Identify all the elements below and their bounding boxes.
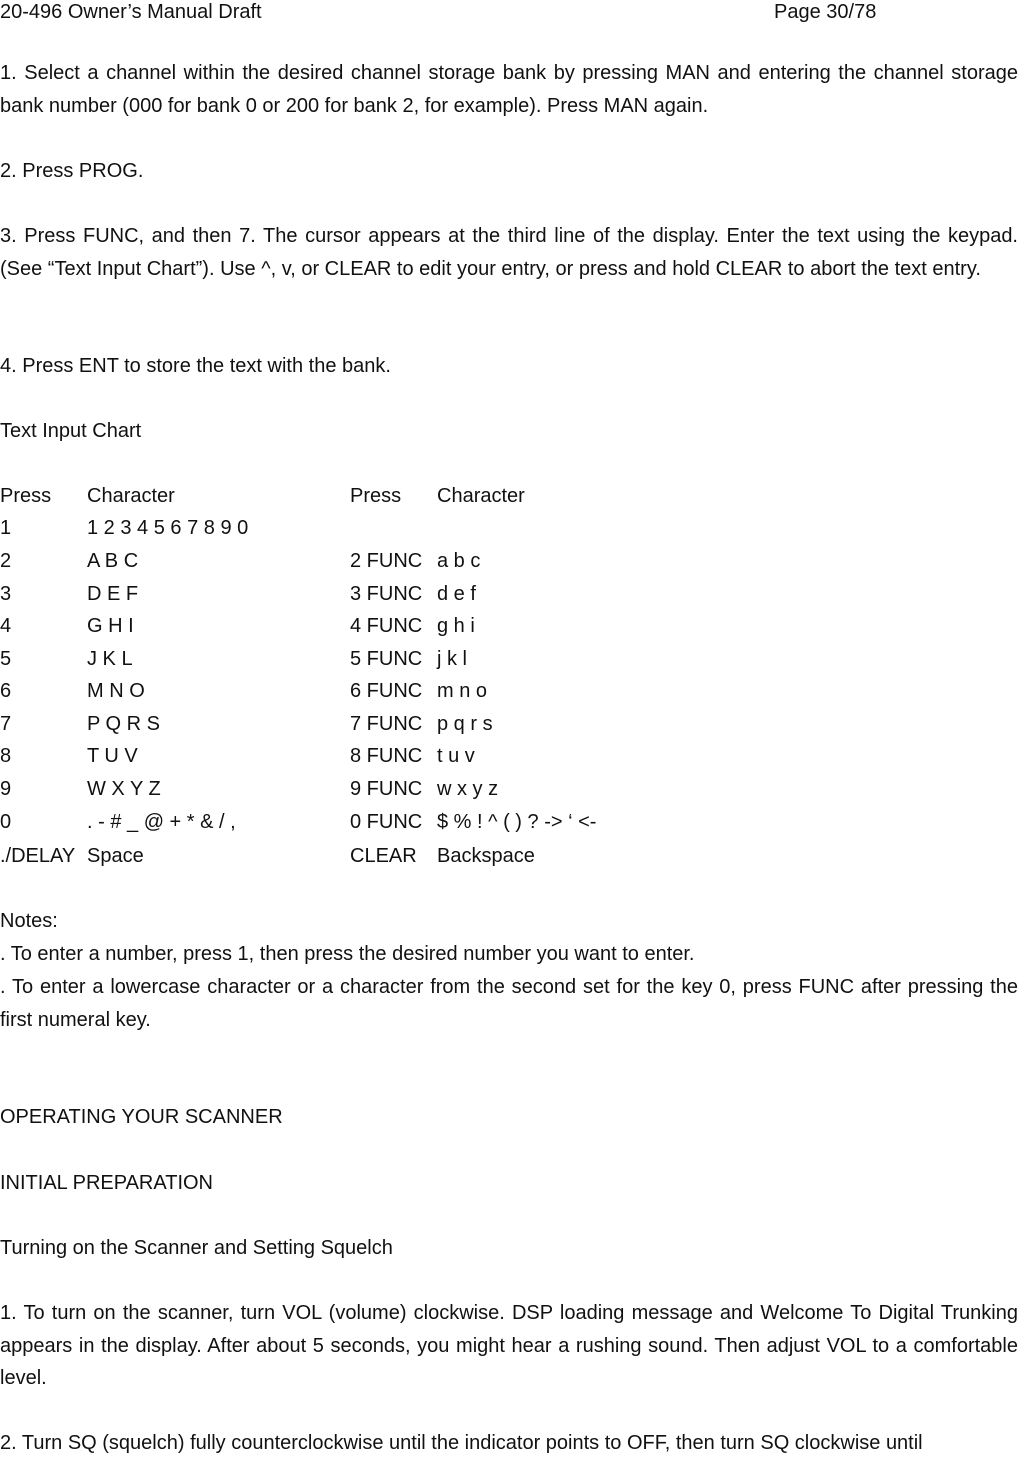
press-cell: 7 (0, 713, 12, 735)
section-topic: Turning on the Scanner and Setting Squelch (0, 1237, 393, 1259)
table-row (0, 610, 700, 643)
press-cell: 0 (0, 811, 12, 833)
press-func-cell: CLEAR (350, 845, 417, 867)
character-cell: . - # _ @ + * & / , (87, 811, 236, 833)
page-header (0, 0, 1018, 26)
table-row (0, 708, 700, 741)
press-cell: ./DELAY (0, 845, 76, 867)
character-func-cell: j k l (437, 648, 467, 670)
press-func-cell: 2 FUNC (350, 550, 423, 572)
character-cell: J K L (87, 648, 133, 670)
press-cell: 4 (0, 615, 12, 637)
character-func-cell: m n o (437, 680, 488, 702)
character-cell: G H I (87, 615, 134, 637)
character-func-cell: $ % ! ^ ( ) ? -> ‘ <- (437, 811, 597, 833)
page-number: Page 30/78 (774, 1, 877, 23)
note-item: . To enter a number, press 1, then press the desired number you want to enter. (0, 943, 695, 965)
character-func-cell: p q r s (437, 713, 493, 735)
table-row (0, 512, 700, 545)
col-press-header: Press (0, 485, 52, 507)
character-cell: Space (87, 845, 144, 867)
col-character-func-header: Character (437, 485, 525, 507)
step-squelch: 2. Turn SQ (squelch) fully counterclockwise until the indicator points to OFF, then turn SQ clockwise until (0, 1432, 923, 1454)
step-select-bank: 1. Select a channel within the desired channel storage bank by pressing MAN and entering the channel storage bank number (000 for bank 0 or 200 for bank 2, for example). Press MAN again. (0, 62, 1018, 117)
step-press-prog: 2. Press PROG. (0, 160, 144, 182)
chart-title: Text Input Chart (0, 420, 142, 442)
table-row (0, 545, 700, 578)
step-store-text: 4. Press ENT to store the text with the bank. (0, 355, 391, 377)
character-func-cell: Backspace (437, 845, 535, 867)
press-func-cell: 0 FUNC (350, 811, 423, 833)
press-cell: 1 (0, 517, 12, 539)
press-func-cell: 7 FUNC (350, 713, 423, 735)
step-enter-text: 3. Press FUNC, and then 7. The cursor appears at the third line of the display. Enter the text using the keypad. (See “Text Input Chart”). Use ^, v, or CLEAR to edit your entry, or press and hold CLEAR to abort the text entry. (0, 225, 1018, 280)
press-cell: 8 (0, 745, 12, 767)
character-func-cell: a b c (437, 550, 481, 572)
character-cell: P Q R S (87, 713, 160, 735)
table-row (0, 773, 700, 806)
press-func-cell: 9 FUNC (350, 778, 423, 800)
character-cell: A B C (87, 550, 139, 572)
character-func-cell: g h i (437, 615, 475, 637)
press-func-cell: 3 FUNC (350, 583, 423, 605)
character-cell: T U V (87, 745, 138, 767)
character-func-cell: d e f (437, 583, 476, 605)
chart-header-row (0, 480, 700, 513)
table-row (0, 740, 700, 773)
step-turn-on: 1. To turn on the scanner, turn VOL (volume) clockwise. DSP loading message and Welcome To Digital Trunking appears in the display. After about 5 seconds, you might hear a rushing sound. Then adjust VOL to a comfortable level. (0, 1302, 1018, 1389)
press-cell: 9 (0, 778, 12, 800)
table-row (0, 675, 700, 708)
section-heading: OPERATING YOUR SCANNER (0, 1106, 283, 1128)
character-cell: M N O (87, 680, 145, 702)
table-row (0, 806, 700, 839)
press-func-cell: 5 FUNC (350, 648, 423, 670)
press-cell: 5 (0, 648, 12, 670)
character-func-cell: t u v (437, 745, 475, 767)
press-func-cell: 8 FUNC (350, 745, 423, 767)
col-press-func-header: Press (350, 485, 402, 507)
character-cell: D E F (87, 583, 139, 605)
character-cell: 1 2 3 4 5 6 7 8 9 0 (87, 517, 249, 539)
section-subheading: INITIAL PREPARATION (0, 1172, 213, 1194)
table-row (0, 840, 700, 873)
character-cell: W X Y Z (87, 778, 161, 800)
character-func-cell: w x y z (437, 778, 499, 800)
col-character-header: Character (87, 485, 175, 507)
notes-heading: Notes: (0, 910, 58, 932)
press-cell: 6 (0, 680, 12, 702)
press-func-cell: 6 FUNC (350, 680, 423, 702)
press-cell: 2 (0, 550, 12, 572)
document-title: 20-496 Owner’s Manual Draft (0, 1, 262, 23)
note-item: . To enter a lowercase character or a character from the second set for the key 0, press FUNC after pressing the first numeral key. (0, 976, 1018, 1031)
press-func-cell: 4 FUNC (350, 615, 423, 637)
table-row (0, 643, 700, 676)
table-row (0, 578, 700, 611)
press-cell: 3 (0, 583, 12, 605)
